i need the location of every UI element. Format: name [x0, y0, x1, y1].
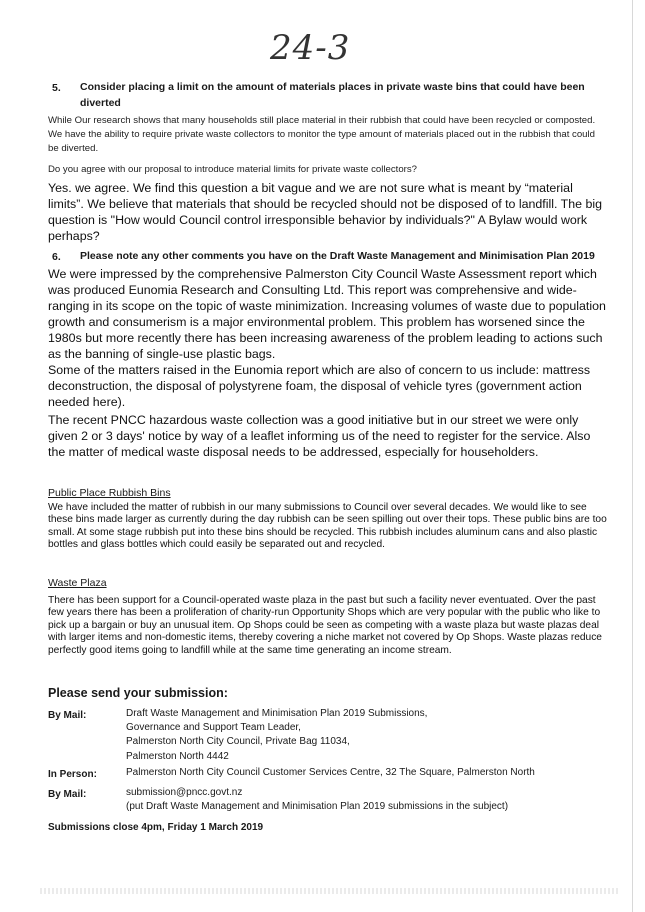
answer-paragraph-2: Some of the matters raised in the Eunomia report which are also of concern to us include: mattress deconstruction, the disposal of polystyrene foam, the disposal of vehicle tyres (government action needed here). — [48, 363, 591, 409]
question-6-title: Please note any other comments you have on the Draft Waste Management and Minimisation Plan 2019 — [80, 250, 595, 262]
rubbish-bins-heading: Public Place Rubbish Bins — [48, 487, 171, 499]
email-note: (put Draft Waste Management and Minimisation Plan 2019 submissions in the subject) — [126, 801, 509, 813]
mail-address-line: Palmerston North 4442 — [126, 750, 229, 762]
by-mail-2-label: By Mail: — [48, 789, 87, 800]
scan-artifact — [40, 888, 620, 894]
in-person-text: Palmerston North City Council Customer Services Centre, 32 The Square, Palmerston North — [126, 767, 535, 778]
send-submission-heading: Please send your submission: — [48, 686, 228, 700]
waste-plaza-heading: Waste Plaza — [48, 577, 107, 589]
submission-deadline: Submissions close 4pm, Friday 1 March 2019 — [48, 822, 264, 833]
question-5-answer: Yes. we agree. We find this question a bit vague and we are not sure what is meant by “material limits”. We believe that materials that should be recycled should not be disposed of to landfill. The big question is "How would Council control irresponsible behavior by individuals?" A Bylaw would work perhaps? — [48, 181, 602, 243]
question-5-text: While Our research shows that many households still place material in their rubbish that could have been recycled or composted. We have the ability to require private waste collectors to monitor the type amount of materials placed out in the rubbish that could be diverted. — [48, 115, 596, 154]
waste-plaza-text: There has been support for a Council-operated waste plaza in the past but such a facility never eventuated. Over the past few years there has been a proliferation of charity-run Opportunity Shops which are very popular with the public who like to pick up a bargain or buy an unusual item. Op Shops could be seen as competing with a waste plaza but waste plazas deal with larger items and non-domestic items, thereby covering a niche market not covered by Op Shops. Waste plazas reduce perfectly good items going to landfill while at the same time generating an income stream. — [48, 595, 602, 656]
question-5-question: Do you agree with our proposal to introduce material limits for private waste collectors? — [48, 164, 417, 175]
handwritten-page-number: 24-3 — [270, 28, 351, 68]
in-person-label: In Person: — [48, 769, 97, 780]
mail-address-line: Draft Waste Management and Minimisation Plan 2019 Submissions, — [126, 708, 428, 719]
question-5-title: Consider placing a limit on the amount of materials places in private waste bins that could have been diverted — [80, 81, 585, 109]
question-6-number: 6. — [52, 251, 61, 263]
mail-address-line: Governance and Support Team Leader, — [126, 722, 301, 734]
by-mail-label: By Mail: — [48, 710, 87, 721]
answer-paragraph-3: The recent PNCC hazardous waste collection was a good initiative but in our street we were only given 2 or 3 days' notice by way of a leaflet informing us of the need to register for the service. Also the matter of medical waste disposal needs to be addressed, especially for householders. — [48, 413, 591, 459]
answer-paragraph-1: We were impressed by the comprehensive Palmerston City Council Waste Assessment report which was produced Eunomia Research and Consulting Ltd. This report was comprehensive and wide-ranging in its scope on the topic of waste minimization. Increasing volumes of waste due to population growth and consumerism is a major environmental problem. This problem has worsened since the 1980s but more recently there has been increasing awareness of the problem leading to actions such as the banning of single-use plastic bags. — [48, 267, 606, 361]
rubbish-bins-text: We have included the matter of rubbish in our many submissions to Council over several decades. We would like to see these bins made larger as currently during the day rubbish can be seen spilling out over their tops. These public bins are too small. At some stage rubbish put into these bins should be recycled. This rubbish includes aluminum cans and also plastic bottles and glass bottles which could easily be separated out and recycled. — [48, 502, 607, 551]
question-5-number: 5. — [52, 82, 61, 94]
mail-address-line: Palmerston North City Council, Private Bag 11034, — [126, 736, 350, 748]
email-address: submission@pncc.govt.nz — [126, 787, 243, 798]
email-block — [126, 786, 596, 814]
mail-address — [126, 707, 596, 764]
page-edge — [632, 0, 633, 912]
